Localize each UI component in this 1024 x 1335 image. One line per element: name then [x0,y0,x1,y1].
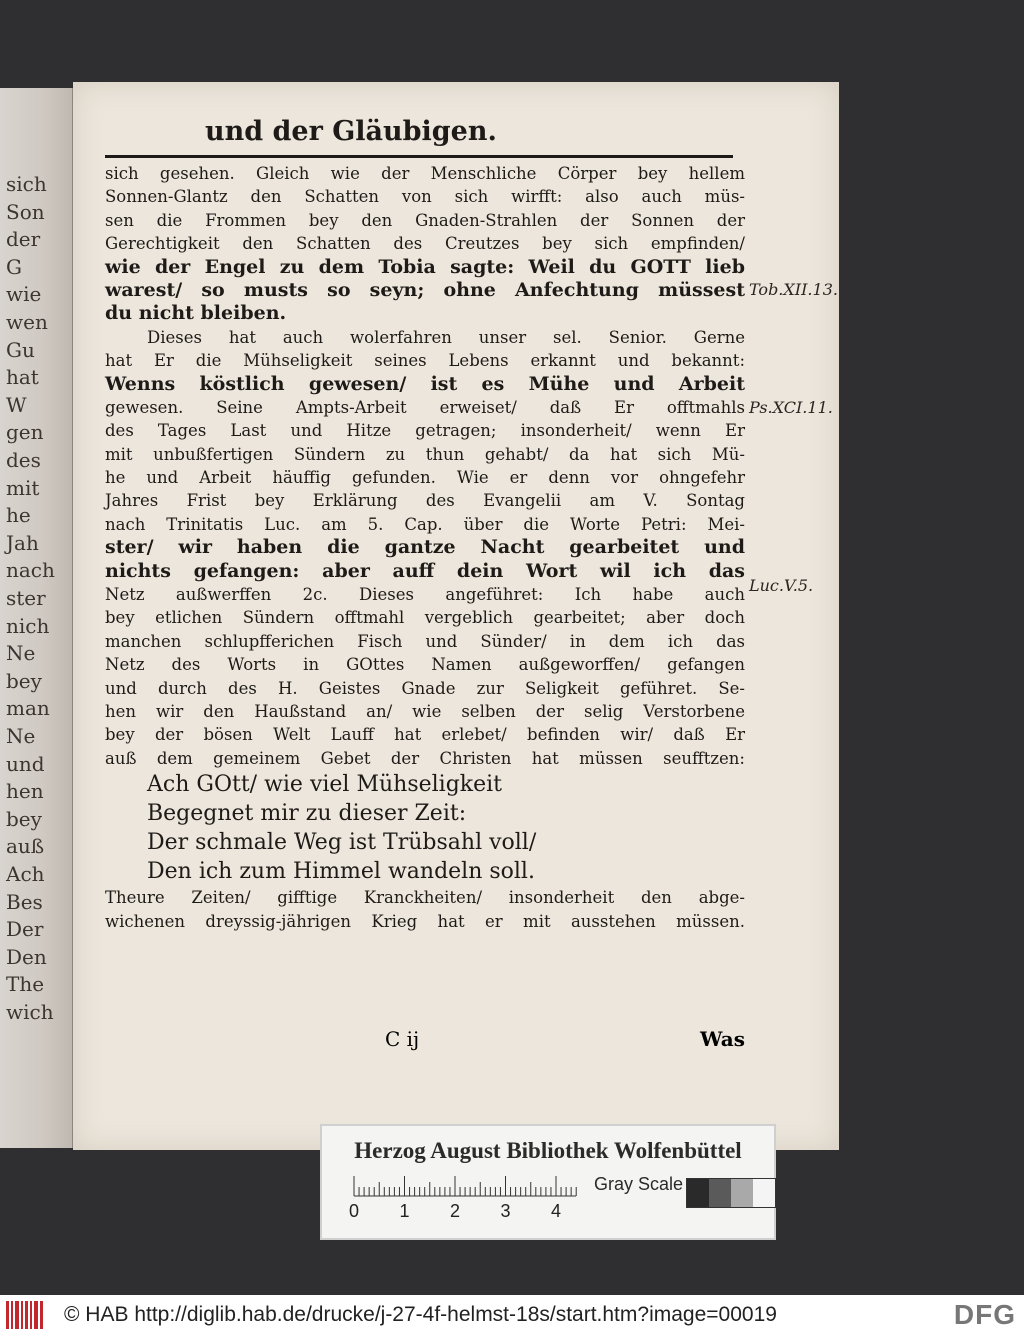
text-line: hen wir den Haußstand an/ wie selben der selig Verstorbene [105,701,745,721]
barcode-bar [40,1301,43,1329]
text-line: nach Trinitatis Luc. am 5. Cap. über die Worte Petri: Mei- [105,514,745,534]
text-line: Netz des Worts in GOttes Namen außgeworffen/ gefangen [105,655,745,675]
text-line: du nicht bleiben. [105,302,287,325]
gray-patch [709,1179,731,1207]
ruler-tick-label: 0 [348,1201,360,1221]
left-page-fragment: The [6,972,45,997]
left-page-fragment: und [6,751,45,776]
left-page-fragment: Gu [6,337,35,362]
left-page-fragment: wich [6,1000,54,1024]
left-page-fragment: Den [6,944,47,969]
left-page-fragment: nich [6,613,50,638]
copyright-url[interactable]: © HAB http://diglib.hab.de/drucke/j-27-4f-helmst-18s/start.htm?image=00019 [64,1303,777,1326]
left-page-fragment: Ne [6,641,36,666]
margin-note-luke: Luc.V.5. [749,576,814,595]
book-page [73,82,839,1150]
verse-line: Begegnet mir zu dieser Zeit: [147,801,467,827]
text-line: Dieses hat auch wolerfahren unser sel. Senior. Gerne [147,327,745,347]
left-page-fragment: wen [6,310,48,334]
left-page-fragment: W [6,392,27,417]
text-line: warest/ so musts so seyn; ohne Anfechtung müssest [105,278,745,301]
text-line: auß dem gemeinem Gebet der Christen hat müssen seufftzen: [105,748,745,768]
text-line: he und Arbeit häuffig gefunden. Wie er denn vor ohngefehr [105,468,745,488]
left-page-fragment: mit [6,475,40,500]
text-line: wichenen dreyssig-jährigen Krieg hat er mit ausstehen müssen. [105,911,745,931]
signature-mark: C ij [385,1027,420,1051]
text-line: des Tages Last und Hitze getragen; insonderheit/ wenn Er [105,421,745,441]
text-line: manchen schlupfferichen Fisch und Sünder/ in dem ich das [105,631,745,651]
text-line: sen die Frommen bey den Gnaden-Strahlen der Sonnen der [105,210,745,230]
text-line: wie der Engel zu dem Tobia sagte: Weil du GOTT lieb [105,255,745,278]
left-page-fragment: G [6,254,22,279]
ruler-tick-label: 1 [399,1201,410,1221]
library-name: Herzog August Bibliothek Wolfenbüttel [354,1138,742,1163]
barcode-bar [11,1301,13,1329]
text-line: Sonnen-Glantz den Schatten von sich wirfft: also auch müs- [105,187,745,207]
left-page-fragment: bey [6,668,42,693]
left-page-edge [0,88,74,1148]
text-line: Netz außwerffen 2c. Dieses angeführet: Ich habe auch [105,585,745,605]
text-line: mit unbußfertigen Sündern zu thun gehabt/ da hat sich Mü- [105,444,745,464]
text-line: Gerechtigkeit den Schatten des Creutzes bey sich empfinden/ [105,234,745,254]
gray-patch [687,1179,709,1207]
text-line: Theure Zeiten/ gifftige Kranckheiten/ insonderheit den abge- [105,888,745,908]
ruler-tick-label: 2 [449,1201,461,1221]
text-line: gewesen. Seine Ampts-Arbeit erweiset/ daß Er offtmahls [105,397,745,417]
left-page-fragment: Ne [6,724,36,748]
margin-note-tobit: Tob.XII.13. [749,280,838,299]
gray-patch [753,1179,775,1207]
footer-bar [0,1295,1024,1335]
running-header: und der Gläubigen. [205,116,497,147]
gray-patch [731,1179,753,1207]
left-page-fragment: Bes [6,889,43,914]
barcode-bar [6,1301,9,1329]
header-rule [105,155,733,158]
text-line: hat Er die Mühseligkeit seines Lebens erkannt und bekannt: [105,351,745,371]
left-page-fragment: gen [6,420,44,445]
left-page-fragment: des [6,448,41,472]
verse-line: Den ich zum Himmel wandeln soll. [147,859,535,885]
left-page-fragment: hen [6,779,44,804]
left-page-fragment: Ach [6,862,45,886]
text-line: sich gesehen. Gleich wie der Menschliche Cörper bey hellem [105,164,745,183]
verse-line: Der schmale Weg ist Trübsahl voll/ [147,830,537,856]
page-foot [105,1027,745,1057]
barcode-bar [30,1301,32,1329]
dfg-logo: DFG [953,1299,1016,1330]
left-page-fragment: he [6,503,31,528]
left-page-fragment: auß [6,834,45,859]
margin-note-psalm: Ps.XCI.11. [749,398,833,417]
left-page-fragment: man [6,696,50,721]
barcode-icon [6,1301,50,1329]
left-page-fragment: der [6,227,41,252]
text-line: ster/ wir haben die gantze Nacht gearbeitet und [105,536,745,559]
barcode-bar [25,1301,28,1329]
verse-line: Ach GOtt/ wie viel Mühseligkeit [147,772,503,798]
left-page-fragment: Jah [6,530,39,555]
text-line: und durch des H. Geistes Gnade zur Seligkeit geführet. Se- [105,678,745,698]
barcode-bar [21,1301,23,1329]
left-page-fragment: wie [6,282,42,307]
text-line: Wenns köstlich gewesen/ ist es Mühe und Arbeit [105,372,745,395]
gray-scale-patches [686,1178,776,1208]
left-page-fragment: hat [6,365,39,390]
library-color-card [320,1124,776,1240]
catchword: Was [700,1027,745,1051]
left-page-fragment: Son [6,199,45,224]
ruler-tick-label: 3 [500,1201,511,1221]
measurement-ruler [350,1174,580,1220]
left-page-fragment: sich [6,172,47,196]
barcode-bar [15,1301,19,1329]
text-line: nichts gefangen: aber auff dein Wort wil ich das [105,559,745,582]
left-page-fragment: nach [6,558,55,583]
ruler-tick-label: 4 [550,1201,562,1221]
page-body [105,162,745,933]
barcode-bar [34,1301,38,1329]
left-page-fragment: Der [6,917,44,942]
text-line: bey der bösen Welt Lauff hat erlebet/ befinden wir/ daß Er [105,725,745,745]
text-line: Jahres Frist bey Erklärung des Evangelii am V. Sontag [105,491,745,511]
gray-scale-label: Gray Scale [594,1174,684,1194]
left-page-fragment: ster [6,586,46,610]
left-page-fragment: bey [6,806,42,831]
text-line: bey etlichen Sündern offtmahl vergeblich gearbeitet; aber doch [105,608,745,628]
